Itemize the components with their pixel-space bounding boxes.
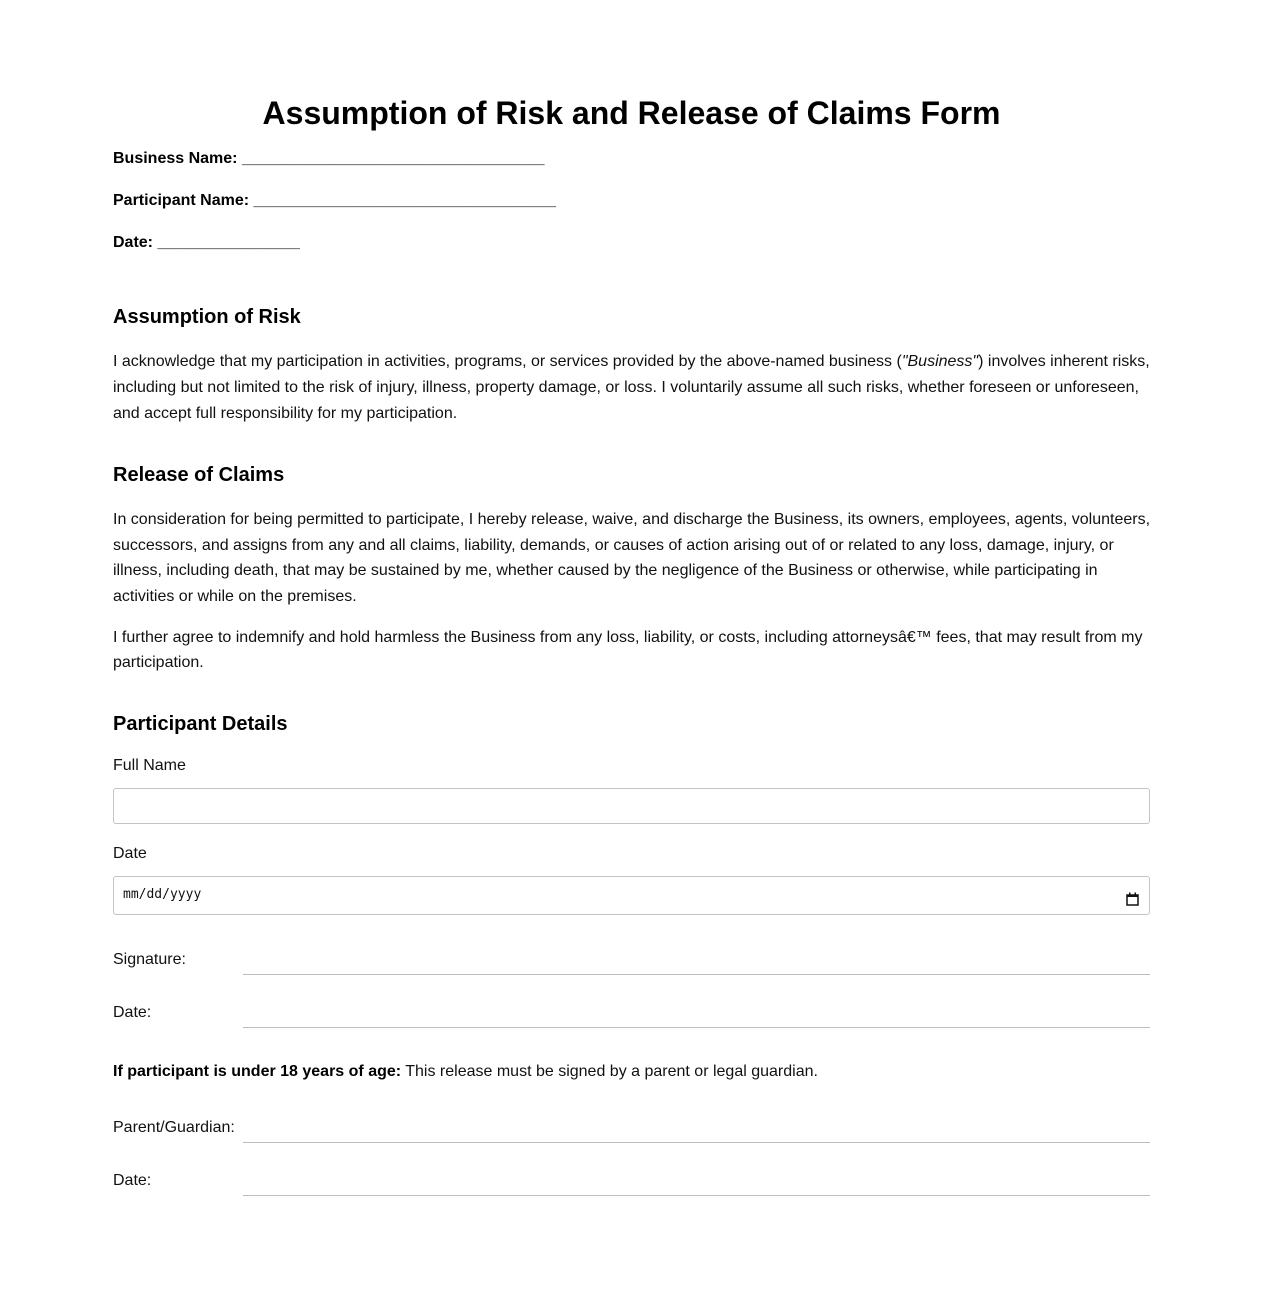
signature-date-label: Date:: [113, 1003, 152, 1021]
indemnify-paragraph: I further agree to indemnify and hold harmless the Business from any loss, liability, or costs, including attorneysâ€™ fees, that may result from my participation.: [113, 628, 1143, 672]
participant-name-blank: __________________________________: [253, 192, 557, 210]
date-input[interactable]: [113, 876, 1150, 915]
minor-notice: [113, 1062, 1150, 1082]
signature-date-row: [113, 975, 1150, 1028]
business-name-label: Business Name:: [113, 150, 238, 168]
header-date-label: Date:: [113, 234, 154, 252]
participant-name-label: Participant Name:: [113, 192, 250, 210]
participant-details-heading: Participant Details: [113, 712, 288, 735]
business-emphasis: "Business": [901, 353, 979, 371]
guardian-date-label: Date:: [113, 1171, 152, 1189]
assumption-of-risk-section: [113, 305, 1150, 426]
assumption-of-risk-heading: Assumption of Risk: [113, 306, 301, 329]
signature-date-line[interactable]: [243, 1027, 1150, 1028]
release-of-claims-section: [113, 463, 1150, 676]
assumption-of-risk-text: [113, 349, 1150, 426]
signature-label: Signature:: [113, 950, 186, 968]
release-of-claims-heading: Release of Claims: [113, 464, 285, 487]
guardian-date-row: [113, 1143, 1150, 1196]
header-date-line: [113, 233, 1150, 275]
minor-notice-bold: If participant is under 18 years of age:: [113, 1062, 402, 1080]
participant-signature-block: [113, 922, 1150, 1028]
guardian-date-line[interactable]: [243, 1195, 1150, 1196]
calendar-icon[interactable]: [1126, 889, 1139, 902]
business-name-line: [113, 149, 1150, 191]
participant-details-section: [113, 712, 1150, 1196]
date-placeholder: mm/dd/yyyy: [123, 886, 202, 902]
business-name-blank: __________________________________: [241, 150, 545, 168]
assumption-text-part: ) involves inherent risks, including but not limited to the risk of injury, illness, property damage, or loss. I voluntarily assume all such risks, whether foreseen or unforeseen, and accept full responsibility for my participation.: [113, 353, 1150, 422]
header-date-blank: ________________: [157, 234, 300, 252]
date-label: Date: [113, 844, 147, 862]
release-paragraph: In consideration for being permitted to participate, I hereby release, waive, and discharge the Business, its owners, employees, agents, volunteers, successors, and assigns from any and all claims, liability, demands, or causes of action arising out of or related to any loss, damage, injury, or illness, including death, that may be sustained by me, whether caused by the negligence of the Business or otherwise, while participating in activities or while on the premises.: [113, 511, 1151, 605]
guardian-signature-block: [113, 1090, 1150, 1196]
header-fields: [113, 149, 1150, 275]
full-name-input[interactable]: [113, 788, 1150, 824]
guardian-label: Parent/Guardian:: [113, 1118, 235, 1136]
signature-row: [113, 922, 1150, 975]
full-name-label: Full Name: [113, 756, 186, 774]
guardian-row: [113, 1090, 1150, 1143]
release-form-page: [113, 0, 1150, 1296]
participant-name-line: [113, 191, 1150, 233]
page-title: Assumption of Risk and Release of Claims Form: [262, 95, 1001, 131]
assumption-text-part: I acknowledge that my participation in activities, programs, or services provided by the above-named business (: [113, 353, 902, 371]
minor-notice-text: This release must be signed by a parent or legal guardian.: [401, 1062, 818, 1080]
